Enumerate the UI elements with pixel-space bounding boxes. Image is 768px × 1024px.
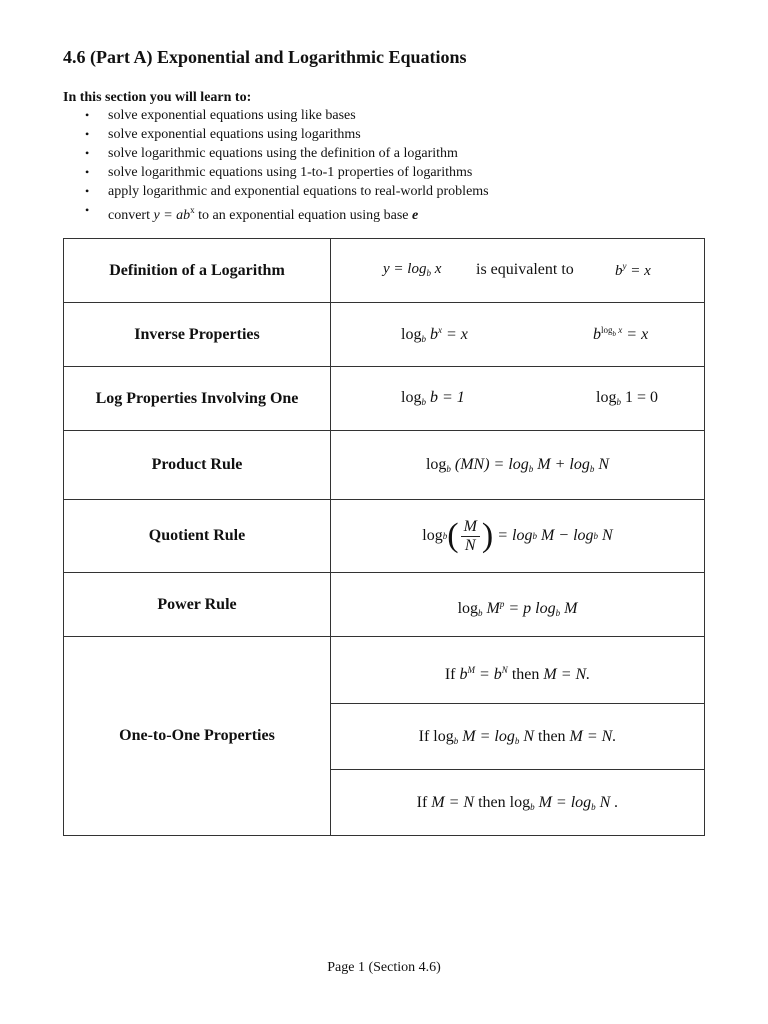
list-item: • solve exponential equations using like bases [85, 108, 356, 123]
rule-name-quotient: Quotient Rule [64, 500, 331, 573]
one-to-one-expression-2: If $\log_b M = \log_b N$ then M = N. [331, 704, 705, 770]
list-item: • solve logarithmic equations using the definition of a logarithm [85, 146, 458, 161]
one-expression: $\log_b b = 1$ $\log_b 1 = 0$ [331, 367, 705, 431]
log-properties-table [63, 238, 705, 836]
objectives-list [63, 106, 489, 223]
rule-name-one: Log Properties Involving One [64, 367, 331, 431]
page-footer: Page 1 (Section 4.6) [327, 960, 441, 975]
table-row [64, 637, 705, 704]
table-row [64, 500, 705, 573]
definition-expression: $y = \log_b x$ is equivalent to $b^y = x$ [331, 239, 705, 303]
one-to-one-expression-1: If $b^M = b^N$ then M = N. [331, 637, 705, 704]
bullet-icon: • [85, 184, 90, 198]
inverse-expression: $\log_b b^x = x$ $b^{log_b x} = x$ [331, 303, 705, 367]
list-item: • solve exponential equations using logarithms [85, 127, 361, 142]
bullet-icon: • [85, 146, 90, 160]
rule-name-power: Power Rule [64, 573, 331, 637]
list-item: • convert $y = ab^x$ to an exponential equation using base e [85, 203, 419, 223]
table-row [64, 573, 705, 637]
quotient-expression: log b ( $\frac{M}{N}$ ) = log b M − log b N [331, 500, 705, 573]
formula-y-ab-x: y = ab [153, 208, 191, 223]
rule-name-inverse: Inverse Properties [64, 303, 331, 367]
fraction: $\frac{M}{N}$ [461, 518, 480, 555]
bullet-icon: • [85, 165, 90, 179]
table-row [64, 303, 705, 367]
one-to-one-expression-3: If M = N then $\log_b M = \log_b N$ . [331, 770, 705, 836]
product-expression: $\log_b (MN) = \log_b M + \log_b N$ [331, 431, 705, 500]
intro-heading: In this section you will learn to: [63, 90, 252, 105]
rule-name-one-to-one: One-to-One Properties [64, 637, 331, 836]
base-e: e [412, 208, 419, 223]
bullet-icon: • [85, 203, 90, 217]
list-item: • apply logarithmic and exponential equations to real-world problems [85, 184, 489, 199]
table-row [64, 239, 705, 303]
rule-name-definition: Definition of a Logarithm [64, 239, 331, 303]
power-expression: $\log_b M^p = p$ $\log_b M$ [331, 573, 705, 637]
table-row [64, 431, 705, 500]
table-row [64, 367, 705, 431]
bullet-icon: • [85, 108, 90, 122]
bullet-icon: • [85, 127, 90, 141]
rule-name-product: Product Rule [64, 431, 331, 500]
list-item: • solve logarithmic equations using 1-to-1 properties of logarithms [85, 165, 473, 180]
page-title: 4.6 (Part A) Exponential and Logarithmic Equations [63, 47, 467, 67]
